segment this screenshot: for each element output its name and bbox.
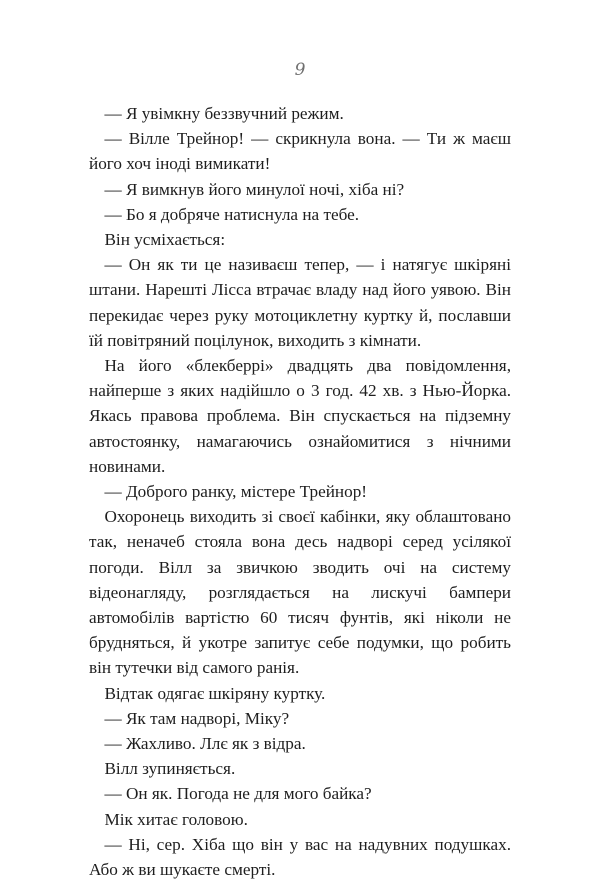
paragraph: — Я увімкну беззвучний режим. [104,104,344,123]
paragraph: Мік хитає головою. [104,809,248,829]
paragraph: — Як там надворі, Міку? [104,708,290,728]
paragraph: — Доброго ранку, містере Трейнор! [104,482,368,502]
page-number: 9 [294,60,306,80]
body-text [89,101,511,882]
paragraph: Вілл зупиняється. [104,759,236,779]
paragraph: На його «блекберрі» двадцять два повідомлення, найперше з яких надійшло о 3 год. 42 хв. з Нью-Йорка. Якась правова проблема. Він спускається на підземну автостоянку, намагаючись ознайомитися з нічними новинами. [89,356,511,476]
paragraph: — Я вимкнув його минулої ночі, хіба ні? [104,179,405,199]
paragraph: — Он як. Погода не для мого байка? [104,784,372,804]
paragraph: — Вілле Трейнор! — скрикнула вона. — Ти ж маєш його хоч іноді вимикати! [89,129,511,174]
paragraph: Він усміхається: [104,230,226,250]
paragraph: Відтак одягає шкіряну куртку. [104,683,326,703]
paragraph: — Жахливо. Ллє як з відра. [104,734,306,754]
paragraph: — Ні, сер. Хіба що він у вас на надувних подушках. Або ж ви шукаєте смерті. [89,834,511,880]
paragraph: Охоронець виходить зі своєї кабінки, яку облаштовано так, неначеб стояла вона десь надворі серед усілякої погоди. Вілл за звичкою зводить очі на систему відеонагляду, розглядається на лискучі бампери автомобілів вартістю 60 тисяч фунтів, які ніколи не брудняться, й укотре запитує себе подумки, що робить він тутечки від самого ранія. [89,507,511,678]
paragraph: — Бо я добряче натиснула на тебе. [104,204,360,224]
paragraph: — Он як ти це називаєш тепер, — і натягує шкіряні штани. Нарешті Лісса втрачає владу над його уявою. Він перекидає через руку мотоциклетну куртку й, пославши їй повітряний поцілунок, виходить з кімнати. [89,255,511,350]
